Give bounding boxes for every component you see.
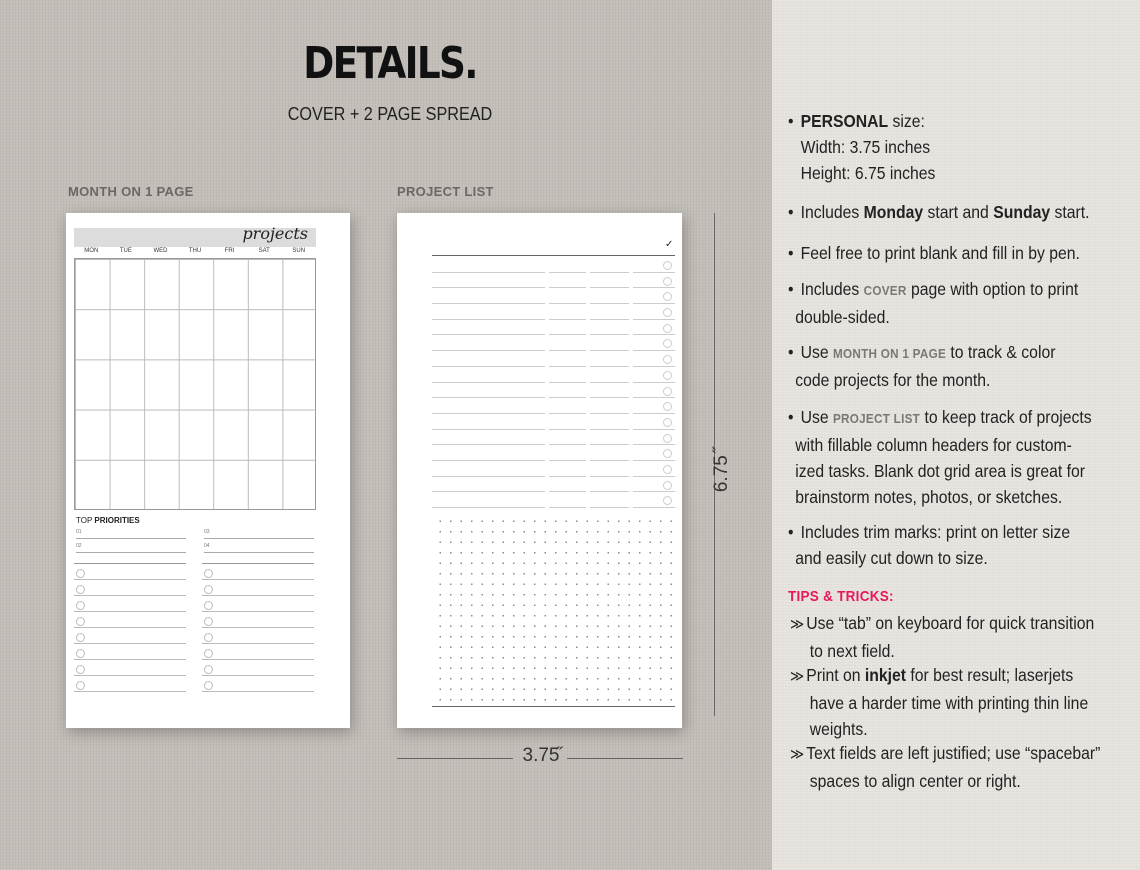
checklist-row bbox=[74, 660, 186, 676]
checklist-row bbox=[74, 580, 186, 596]
checklist-row bbox=[202, 564, 314, 580]
tips-title: TIPS & TRICKS: bbox=[788, 588, 894, 605]
dot-grid bbox=[432, 513, 675, 705]
day-label: THU bbox=[188, 248, 202, 254]
project-rows bbox=[432, 257, 675, 508]
cover-bullet: • Includes COVER page with option to print double-sided. bbox=[788, 279, 1079, 327]
width-dimension-line-right bbox=[567, 758, 683, 759]
details-panel bbox=[772, 0, 1140, 870]
checklist-row bbox=[74, 612, 186, 628]
tip-inkjet: ≫ Print on inkjet for best result; laserjets have a harder time with printing thin line weights. bbox=[790, 665, 1089, 739]
tip-tab: ≫ Use “tab” on keyboard for quick transition to next field. bbox=[790, 613, 1095, 661]
checklist-row bbox=[74, 596, 186, 612]
priorities-title: TOP PRIORITIES bbox=[76, 516, 140, 525]
project-list-preview bbox=[397, 213, 682, 728]
priority-field: 01 bbox=[76, 529, 186, 539]
projects-script-title: projects bbox=[242, 224, 308, 243]
calendar-grid bbox=[74, 258, 316, 510]
projects-header-band bbox=[74, 224, 316, 247]
page-subtitle: COVER + 2 PAGE SPREAD bbox=[287, 104, 493, 124]
checklist-row bbox=[202, 580, 314, 596]
dot-grid-bottom-line bbox=[432, 706, 675, 707]
project-section-label: PROJECT LIST bbox=[397, 184, 494, 199]
size-bullet: • PERSONAL size: Width: 3.75 inches Height: 6.75 inches bbox=[788, 111, 936, 183]
start-bullet: • Includes Monday start and Sunday start. bbox=[788, 202, 1090, 222]
checklist-row bbox=[202, 644, 314, 660]
day-label: TUE bbox=[119, 248, 132, 254]
checklist-row bbox=[74, 644, 186, 660]
checklist-row bbox=[74, 676, 186, 692]
trim-bullet: • Includes trim marks: print on letter size and easily cut down to size. bbox=[788, 522, 1071, 568]
day-label: FRI bbox=[224, 248, 235, 254]
month-section-label: MONTH ON 1 PAGE bbox=[68, 184, 194, 199]
page-title: DETAILS. bbox=[303, 38, 477, 89]
day-label: SUN bbox=[292, 248, 306, 254]
checklist-row bbox=[202, 676, 314, 692]
month-page-preview bbox=[66, 213, 350, 728]
print-blank-bullet: • Feel free to print blank and fill in by pen. bbox=[788, 243, 1080, 263]
day-label: SAT bbox=[258, 248, 270, 254]
checklist-left bbox=[74, 563, 186, 692]
check-mark: ✓ bbox=[665, 239, 674, 250]
priority-field: 02 bbox=[76, 543, 186, 553]
day-label: WED bbox=[153, 248, 168, 254]
month-bullet: • Use MONTH ON 1 PAGE to track & color code projects for the month. bbox=[788, 342, 1056, 390]
checklist-row bbox=[74, 564, 186, 580]
tip-text-fields: ≫ Text fields are left justified; use “spacebar” spaces to align center or right. bbox=[790, 743, 1101, 791]
weekday-row bbox=[74, 248, 316, 254]
height-dimension-label: 6.75 ̋ bbox=[711, 449, 732, 493]
checklist-row bbox=[202, 596, 314, 612]
checklist-row bbox=[202, 612, 314, 628]
project-header-line bbox=[432, 255, 675, 256]
priority-field: 04 bbox=[204, 543, 314, 553]
width-dimension-line-left bbox=[397, 758, 513, 759]
project-bullet: • Use PROJECT LIST to keep track of projects with fillable column headers for custom- ized tasks. Blank dot grid area is great for brainstorm notes, photos, or sketches. bbox=[788, 407, 1092, 507]
checklist-row bbox=[202, 660, 314, 676]
day-label: MON bbox=[84, 248, 99, 254]
checklist-right bbox=[202, 563, 314, 692]
width-dimension-label: 3.75̋ bbox=[522, 745, 560, 766]
priority-field: 03 bbox=[204, 529, 314, 539]
checklist-row bbox=[202, 628, 314, 644]
checklist-row bbox=[74, 628, 186, 644]
